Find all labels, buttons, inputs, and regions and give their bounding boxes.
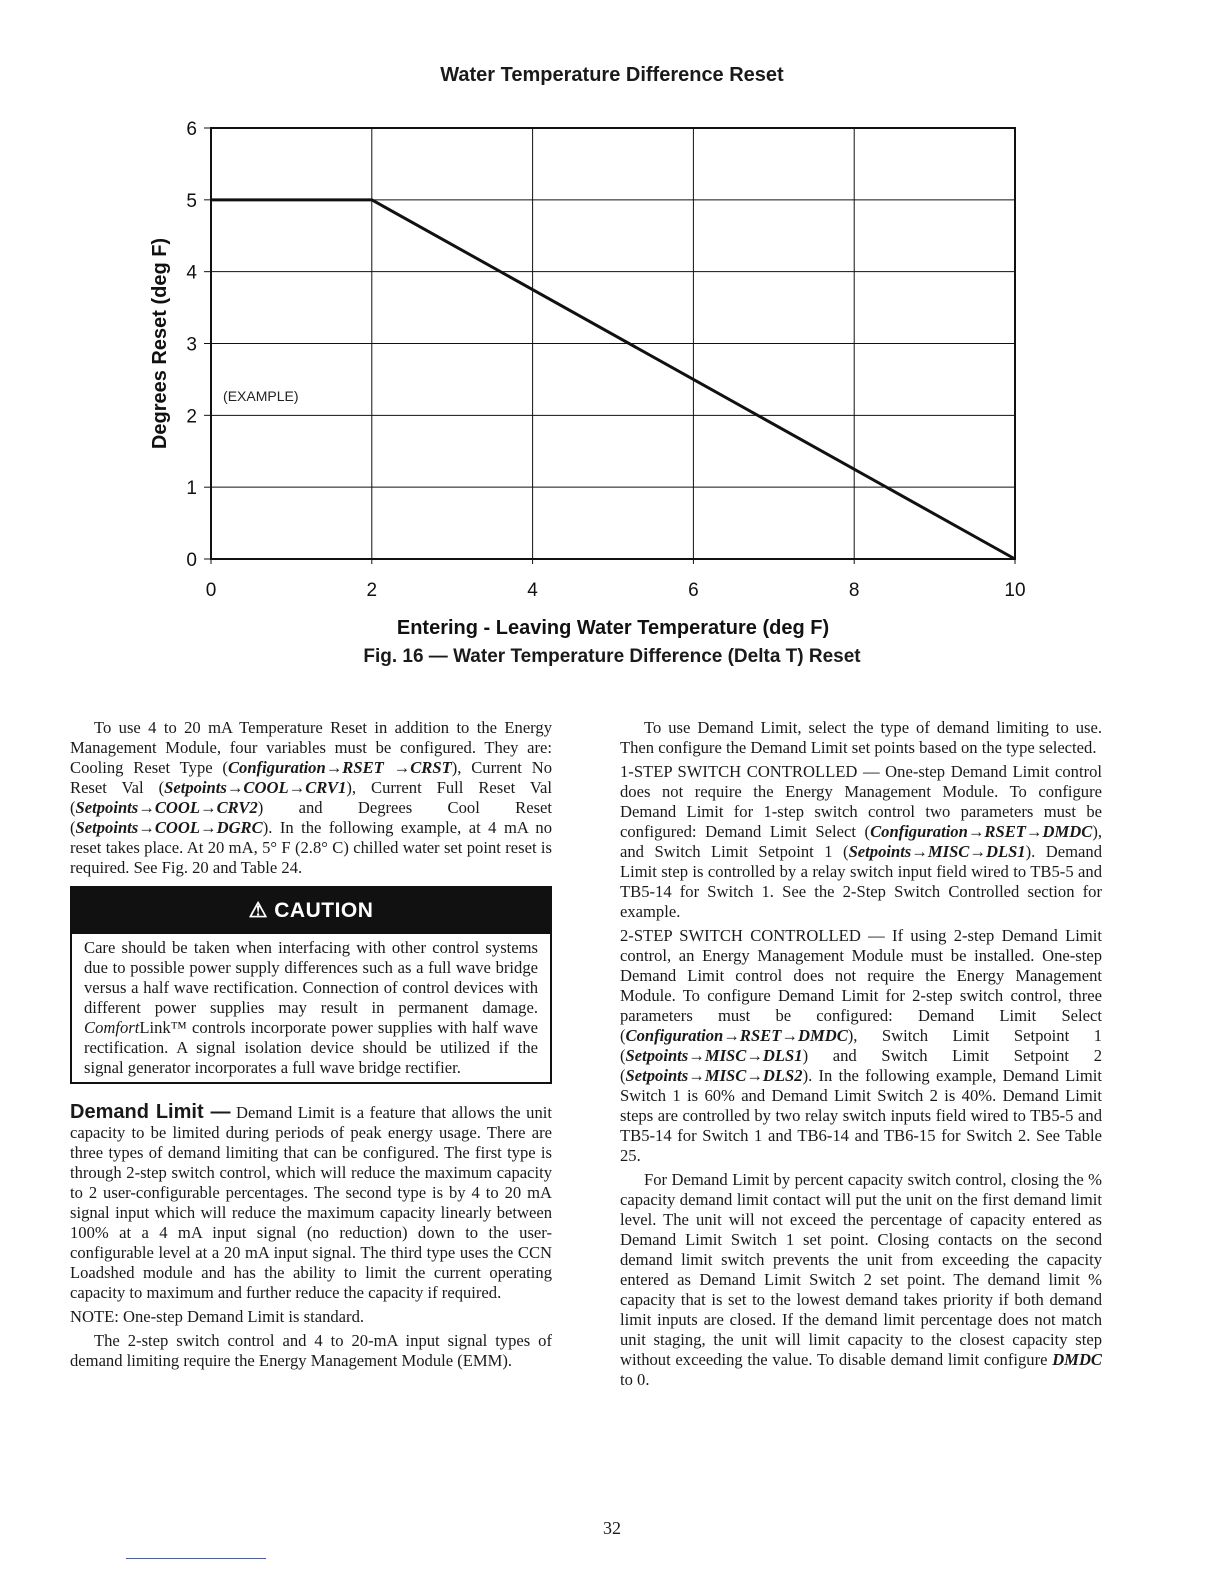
right-column (620, 718, 1102, 1390)
emm-requirement-paragraph: The 2-step switch control and 4 to 20-mA input signal types of demand limiting require the Energy Management Module (EMM). (70, 1331, 552, 1370)
demand-limit-intro: To use Demand Limit, select the type of demand limiting to use. Then configure the Demand Limit set points based on the type selected. (620, 718, 1102, 757)
demand-limit-paragraph: Demand Limit — Demand Limit is a feature that allows the unit capacity to be limited during periods of peak energy usage. There are three types of demand limiting that can be configured. The first type is through 2-step switch control, which will reduce the maximum capacity to 2 user-configurable percentages. The second type is by 4 to 20 mA signal input which will reduce the maximum capacity linearly between 100% at a 4 mA input signal (no reduction) down to the user-configurable level at a 20 mA input signal. The third type uses the CCN Loadshed module and has the ability to limit the current operating capacity to maximum and further reduce the capacity if required. (70, 1101, 552, 1302)
note-text: NOTE: One-step Demand Limit is standard. (70, 1307, 365, 1326)
caution-header: ⚠ CAUTION (72, 888, 550, 934)
figure-caption: Fig. 16 — Water Temperature Difference (Delta T) Reset (363, 646, 861, 667)
one-step-paragraph: 1-STEP SWITCH CONTROLLED — One-step Demand Limit control does not require the Energy Management Module. To configure Demand Limit for 1-step switch control two parameters must be configured: Demand Limit Select (Configuration→RSET→DMDC), and Switch Limit Setpoint 1 (Setpoints→MISC→DLS1). Demand Limit step is controlled by a relay switch input field wired to TB5-5 and TB5-14 for Switch 1. See the 2-Step Switch Controlled section for example. (620, 762, 1102, 921)
x-tick-label: 2 (366, 580, 378, 601)
reset-chart (0, 0, 1224, 640)
x-tick-label: 6 (688, 580, 699, 601)
x-tick-label: 10 (1004, 580, 1026, 601)
y-axis-label: Degrees Reset (deg F) (149, 237, 171, 450)
x-tick-label: 0 (205, 580, 217, 601)
demand-limit-heading: Demand Limit — (70, 1101, 231, 1123)
example-annotation: (EXAMPLE) (223, 387, 299, 404)
chart-title: Water Temperature Difference Reset (440, 64, 784, 86)
reset-series-line (211, 200, 1015, 559)
footer-rule (126, 1558, 266, 1559)
x-axis-label: Entering - Leaving Water Temperature (deg F) (396, 617, 830, 639)
caution-text: Care should be taken when interfacing with other control systems due to possible power supply differences such as a full wave bridge versus a half wave rectification. Connection of control devices with different power supplies may result in permanent damage. ComfortLink™ controls incorporate power supplies with half wave rectification. A signal isolation device should be utilized if the signal generator incorporates a full wave bridge rectifier. (84, 938, 538, 1077)
y-tick-label: 2 (186, 406, 197, 428)
y-tick-label: 4 (186, 262, 197, 284)
x-tick-label: 8 (848, 580, 860, 601)
y-tick-label: 0 (186, 550, 197, 571)
y-tick-label: 1 (186, 478, 197, 500)
caution-box (70, 886, 552, 1084)
y-tick-label: 6 (186, 119, 197, 140)
x-tick-label: 4 (527, 580, 538, 601)
emm-reset-paragraph: To use 4 to 20 mA Temperature Reset in addition to the Energy Management Module, four variables must be configured. They are: Cooling Reset Type (Configuration→RSET →CRST), Current No Reset Val (Setpoints→COOL→CRV1), Current Full Reset Val (Setpoints→COOL→CRV2) and Degrees Cool Reset (Setpoints→COOL→DGRC). In the following example, at 4 mA no reset takes place. At 20 mA, 5° F (2.8° C) chilled water set point reset is required. See Fig. 20 and Table 24. (70, 718, 552, 877)
percent-capacity-paragraph: For Demand Limit by percent capacity switch control, closing the % capacity demand limit contact will put the unit on the first demand limit level. The unit will not exceed the percentage of capacity entered as Demand Limit Switch 1 set point. Closing contacts on the second demand limit switch prevents the unit from exceeding the capacity entered as Demand Limit Switch 2 set point. The demand limit % capacity that is set to the lowest demand takes priority if both demand limit inputs are closed. If the demand limit percentage does not match unit staging, the unit will limit capacity to the closest capacity step without exceeding the value. To disable demand limit configure DMDC to 0. (620, 1170, 1102, 1389)
y-tick-label: 5 (186, 190, 197, 212)
two-step-paragraph: 2-STEP SWITCH CONTROLLED — If using 2-step Demand Limit control, an Energy Management Module must be installed. One-step Demand Limit control does not require the Energy Management Module. To configure Demand Limit for 2-step switch control, three parameters must be configured: Demand Limit Select (Configuration→RSET→DMDC), Switch Limit Setpoint 1 (Setpoints→MISC→DLS1) and Switch Limit Setpoint 2 (Setpoints→MISC→DLS2). In the following example, Demand Limit Switch 1 is 60% and Demand Limit Switch 2 is 40%. Demand Limit steps are controlled by two relay switch inputs field wired to TB5-5 and TB5-14 for Switch 1 and TB6-14 and TB6-15 for Switch 2. See Table 25. (620, 926, 1102, 1165)
page-number: 32 (603, 1518, 621, 1538)
left-column (70, 718, 552, 1371)
y-tick-label: 3 (186, 334, 197, 356)
